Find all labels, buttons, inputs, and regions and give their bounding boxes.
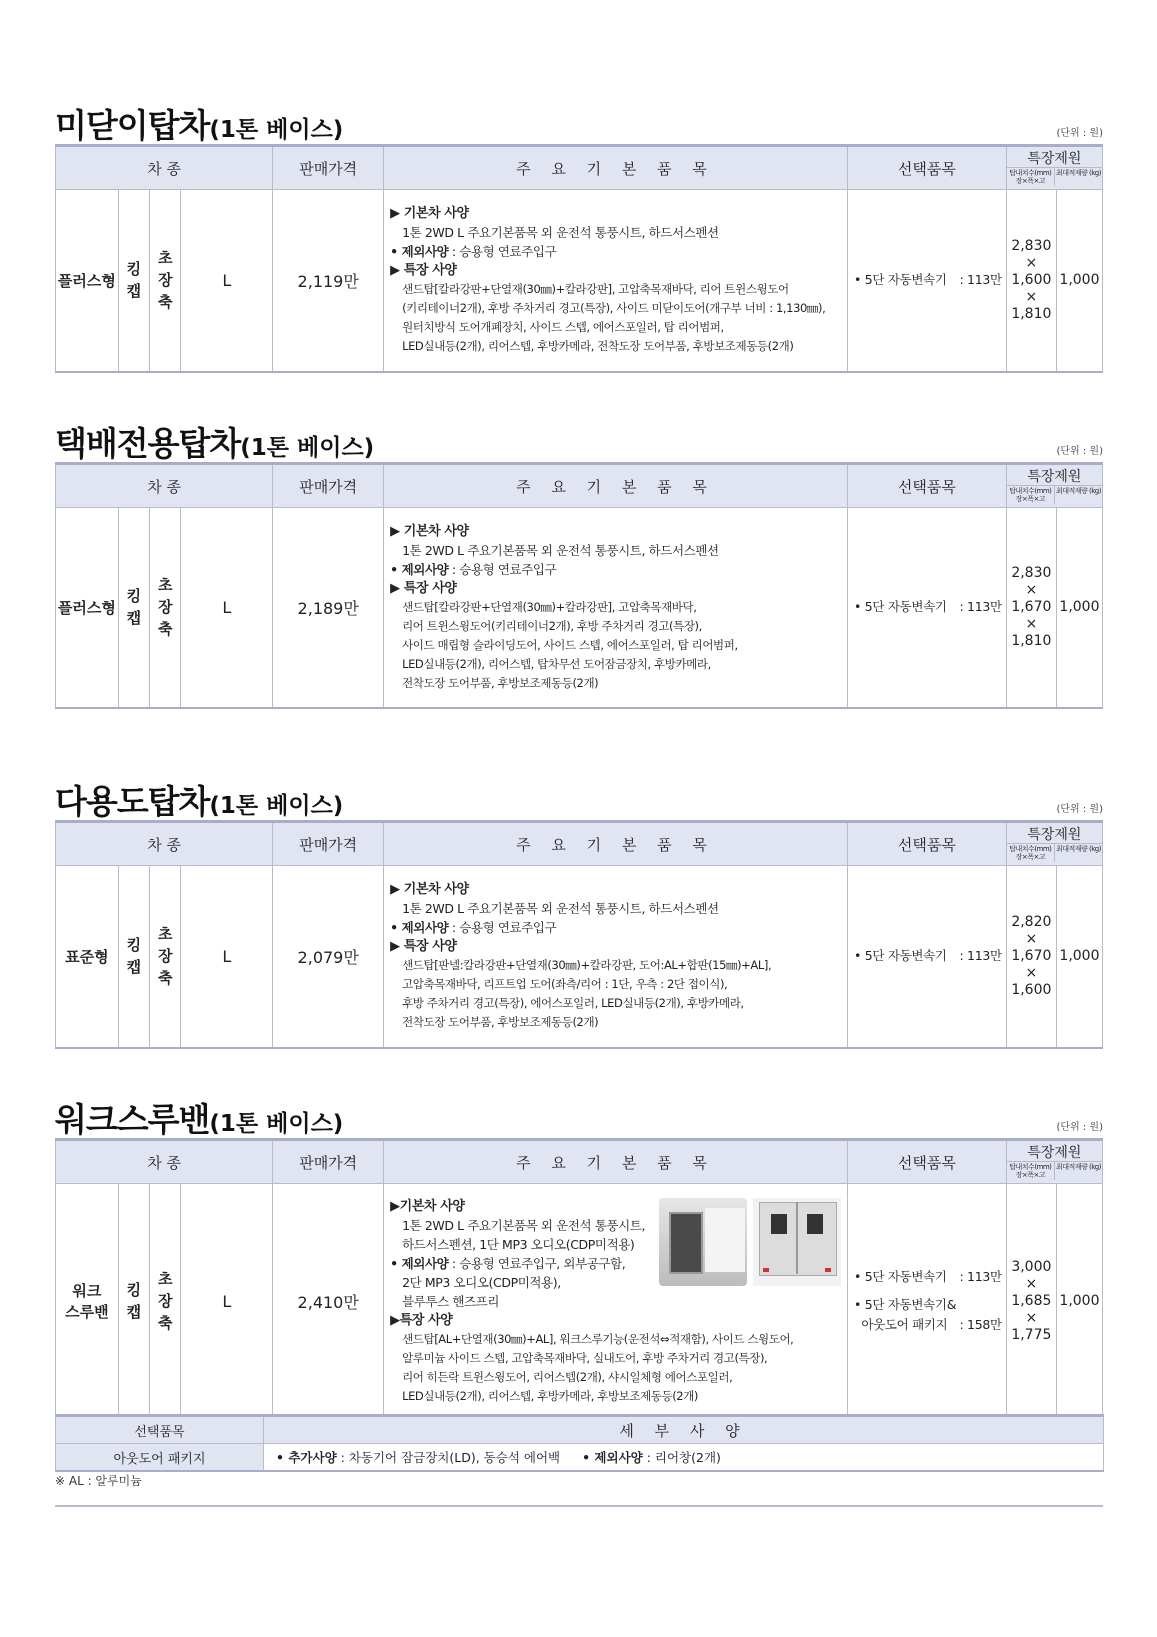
section-title: 미닫이탑차(1톤 베이스) — [55, 106, 344, 145]
header-special: 특장제원 탑내치수(mm) 장×폭×고 최대적재량 (kg) — [1006, 822, 1102, 866]
price: 2,410만 — [273, 1184, 384, 1420]
axle-label: 초 장 축 — [150, 190, 181, 372]
side-door-photo — [659, 1198, 747, 1286]
model-type: 플러스형 — [56, 190, 119, 372]
rear-door-photo — [753, 1198, 841, 1286]
header-items: 주 요 기 본 품 목 — [384, 1140, 848, 1184]
header-options: 선택품목 — [847, 1140, 1006, 1184]
section-title: 택배전용탑차(1톤 베이스) — [55, 424, 375, 463]
model-type: 워크 스루밴 — [56, 1184, 119, 1420]
grade: L — [181, 508, 273, 708]
header-items: 주 요 기 본 품 목 — [384, 146, 848, 190]
axle-label: 초 장 축 — [150, 866, 181, 1048]
cab-label: 킹 캡 — [118, 1184, 149, 1420]
section-title: 워크스루밴(1톤 베이스) — [55, 1100, 344, 1139]
header-model: 차 종 — [56, 146, 273, 190]
detail-header-option: 선택품목 — [56, 1416, 264, 1444]
unit-label: (단위 : 원) — [1056, 1122, 1103, 1133]
spec-table — [55, 462, 1103, 709]
header-options: 선택품목 — [847, 146, 1006, 190]
model-type: 표준형 — [56, 866, 119, 1048]
grade: L — [181, 190, 273, 372]
header-price: 판매가격 — [273, 146, 384, 190]
header-price: 판매가격 — [273, 1140, 384, 1184]
model-type: 플러스형 — [56, 508, 119, 708]
header-special: 특장제원 탑내치수(mm) 장×폭×고 최대적재량 (kg) — [1006, 146, 1102, 190]
header-options: 선택품목 — [847, 464, 1006, 508]
spec-table — [55, 144, 1103, 373]
header-special: 특장제원 탑내치수(mm) 장×폭×고 최대적재량 (kg) — [1006, 1140, 1102, 1184]
section-walkthrough-van — [55, 1100, 1103, 1403]
unit-label: (단위 : 원) — [1056, 128, 1103, 139]
section-parcel-box — [55, 424, 1103, 690]
box-dimensions: 2,820 × 1,670 × 1,600 — [1006, 866, 1056, 1048]
section-title: 다용도탑차(1톤 베이스) — [55, 782, 344, 821]
vehicle-photos — [659, 1198, 841, 1286]
main-items: ▶ 기본차 사양 1톤 2WD L 주요기본품목 외 운전석 통풍시트, 하드서스펜션 • 제외사양 : 승용형 연료주입구 ▶ 특장 사양 샌드탑[칼라강판+단열재(30㎜)+칼라강판], 고압축목재바닥, 리어 트윈스윙도어(키리테이너2개), 후방 주차거리 경고(특장), 사이드 매립형 슬라이딩도어, 사이드 스텝, 에어스포일러, 탑 리어범퍼, LED실내등(2개), 리어스텝, 탑차무선 도어잠금장치, 후방카메라, 전착도장 도어부품, 후방보조제동등(2개) — [384, 508, 848, 708]
options: • 5단 자동변속기 : 113만 — [847, 508, 1006, 708]
option-detail-table — [55, 1414, 1104, 1472]
detail-option-name: 아웃도어 패키지 — [56, 1444, 264, 1472]
price: 2,119만 — [273, 190, 384, 372]
main-items: ▶기본차 사양 1톤 2WD L 주요기본품목 외 운전석 통풍시트, 하드서스펜션, 1단 MP3 오디오(CDP미적용) • 제외사양 : 승용형 연료주입구, 외부공구함, 2단 MP3 오디오(CDP미적용), 블루투스 핸즈프리 ▶특장 사양 샌드탑[AL+단열재(30㎜)+AL], 워크스루기능(운전석⇔적재함), 사이드 스윙도어, 알루미늄 사이드 스텝, 고압축목재바닥, 실내도어, 후방 주차거리 경고(특장), 리어 히든락 트윈스윙도어, 리어스텝(2개), 샤시일체형 에어스포일러, LED실내등(2개), 리어스텝, 후방카메라, 후방보조제동등(2개) — [384, 1184, 848, 1420]
max-load: 1,000 — [1056, 508, 1102, 708]
footnote: ※ AL : 알루미늄 — [55, 1474, 142, 1488]
header-price: 판매가격 — [273, 464, 384, 508]
cab-label: 킹 캡 — [118, 190, 149, 372]
header-model: 차 종 — [56, 464, 273, 508]
spec-table — [55, 820, 1103, 1049]
axle-label: 초 장 축 — [150, 1184, 181, 1420]
cab-label: 킹 캡 — [118, 866, 149, 1048]
section-multipurpose-box — [55, 782, 1103, 1030]
grade: L — [181, 1184, 273, 1420]
max-load: 1,000 — [1056, 866, 1102, 1048]
header-model: 차 종 — [56, 1140, 273, 1184]
options: • 5단 자동변속기 : 113만 • 5단 자동변속기& 아웃도어 패키지 : 158만 — [847, 1184, 1006, 1420]
max-load: 1,000 — [1056, 190, 1102, 372]
header-special: 특장제원 탑내치수(mm) 장×폭×고 최대적재량 (kg) — [1006, 464, 1102, 508]
spec-table — [55, 1138, 1103, 1421]
box-dimensions: 2,830 × 1,600 × 1,810 — [1006, 190, 1056, 372]
main-items: ▶ 기본차 사양 1톤 2WD L 주요기본품목 외 운전석 통풍시트, 하드서스펜션 • 제외사양 : 승용형 연료주입구 ▶ 특장 사양 샌드탑[칼라강판+단열재(30㎜)+칼라강판], 고압축목재바닥, 리어 트윈스윙도어 (키리테이너2개), 후방 주차거리 경고(특장), 사이드 미닫이도어(개구부 너비 : 1,130㎜), 원터치방식 도어개폐장치, 사이드 스텝, 에어스포일러, 탑 리어범퍼, LED실내등(2개), 리어스텝, 후방카메라, 전착도장 도어부품, 후방보조제동등(2개) — [384, 190, 848, 372]
header-price: 판매가격 — [273, 822, 384, 866]
header-options: 선택품목 — [847, 822, 1006, 866]
main-items: ▶ 기본차 사양 1톤 2WD L 주요기본품목 외 운전석 통풍시트, 하드서스펜션 • 제외사양 : 승용형 연료주입구 ▶ 특장 사양 샌드탑[판넬:칼라강판+단열재(30㎜)+칼라강판, 도어:AL+합판(15㎜)+AL], 고압축목재바닥, 리프트업 도어(좌측/리어 : 1단, 우측 : 2단 접이식), 후방 주차거리 경고(특장), 에어스포일러, LED실내등(2개), 후방카메라, 전착도장 도어부품, 후방보조제동등(2개) — [384, 866, 848, 1048]
grade: L — [181, 866, 273, 1048]
box-dimensions: 2,830 × 1,670 × 1,810 — [1006, 508, 1056, 708]
options: • 5단 자동변속기 : 113만 — [847, 866, 1006, 1048]
detail-option-spec: • 추가사양 : 차동기어 잠금장치(LD), 동승석 에어백 • 제외사양 : 리어창(2개) — [264, 1444, 1104, 1472]
header-items: 주 요 기 본 품 목 — [384, 822, 848, 866]
detail-header-detail: 세 부 사 양 — [264, 1416, 1104, 1444]
unit-label: (단위 : 원) — [1056, 446, 1103, 457]
axle-label: 초 장 축 — [150, 508, 181, 708]
price: 2,189만 — [273, 508, 384, 708]
header-model: 차 종 — [56, 822, 273, 866]
bottom-rule — [55, 1505, 1103, 1507]
unit-label: (단위 : 원) — [1056, 804, 1103, 815]
header-items: 주 요 기 본 품 목 — [384, 464, 848, 508]
box-dimensions: 3,000 × 1,685 × 1,775 — [1006, 1184, 1056, 1420]
max-load: 1,000 — [1056, 1184, 1102, 1420]
price: 2,079만 — [273, 866, 384, 1048]
section-sliding-door-box — [55, 106, 1103, 354]
options: • 5단 자동변속기 : 113만 — [847, 190, 1006, 372]
cab-label: 킹 캡 — [118, 508, 149, 708]
